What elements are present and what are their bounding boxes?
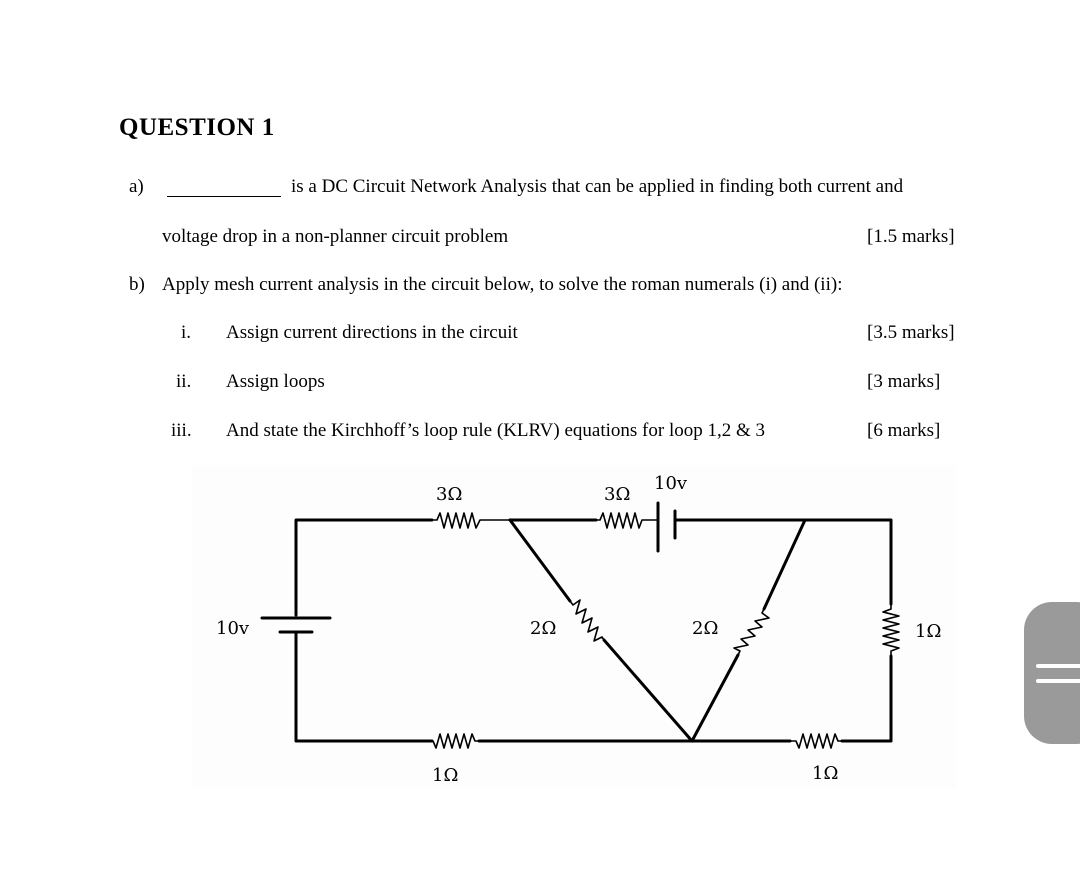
label-left-battery: 10v [216,618,250,639]
label-bottom-right-resistor: 1Ω [812,763,839,784]
part-b-label: b) [129,274,145,295]
label-diag-left-resistor: 2Ω [530,618,557,639]
part-a-marks: [1.5 marks] [867,226,955,247]
page-title: QUESTION 1 [119,114,275,141]
label-right-resistor: 1Ω [915,621,942,642]
drag-handle[interactable] [1024,602,1080,744]
item-iii-numeral: iii. [171,420,192,441]
item-i-marks: [3.5 marks] [867,322,955,343]
answer-blank [167,196,281,197]
drag-handle-grip-bottom [1036,679,1080,683]
item-ii-text: Assign loops [226,371,325,392]
circuit-diagram [192,465,956,789]
item-i-numeral: i. [181,322,192,343]
item-ii-marks: [3 marks] [867,371,941,392]
label-diag-right-resistor: 2Ω [692,618,719,639]
item-i-text: Assign current directions in the circuit [226,322,518,343]
item-iii-text: And state the Kirchhoff’s loop rule (KLRV) equations for loop 1,2 & 3 [226,420,765,441]
part-a-text-line2: voltage drop in a non-planner circuit problem [162,226,509,247]
label-bottom-left-resistor: 1Ω [432,765,459,786]
item-ii-numeral: ii. [176,371,192,392]
drag-handle-grip-top [1036,664,1080,668]
part-a-label: a) [129,176,144,197]
part-b-text: Apply mesh current analysis in the circuit below, to solve the roman numerals (i) and (ii): [162,274,843,295]
item-iii-marks: [6 marks] [867,420,941,441]
part-a-text-line1: is a DC Circuit Network Analysis that can be applied in finding both current and [291,176,904,197]
label-top-battery: 10v [654,473,688,494]
label-top-left-resistor: 3Ω [436,484,463,505]
label-top-right-resistor: 3Ω [604,484,631,505]
